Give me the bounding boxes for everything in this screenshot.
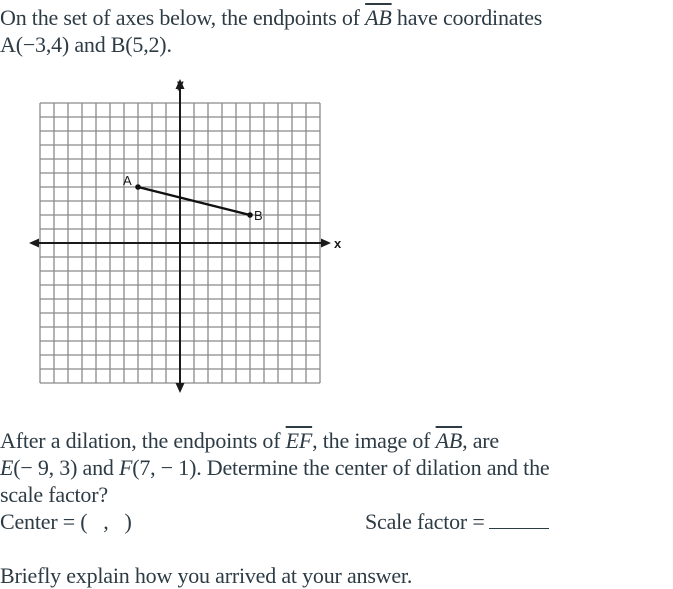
y-axis-down-arrow-icon <box>176 383 185 393</box>
y-axis <box>176 79 185 393</box>
dilation-text-mid: , the image of <box>312 428 436 453</box>
x-axis-label: x <box>334 236 342 251</box>
y-axis-label: y <box>177 77 184 91</box>
dilation-line-3: scale factor? <box>0 482 108 507</box>
dilation-line-2 <box>0 454 549 481</box>
scale-factor-label: Scale factor = <box>365 509 485 534</box>
segment-ab-ref: $\overline{AB}$ <box>435 428 463 453</box>
intro-text: On the set of axes below, the endpoints of <box>0 5 366 30</box>
segment-ef: $\overline{EF}$ <box>285 428 313 453</box>
center-answer-label: Center = ( , ) <box>0 509 132 534</box>
dilation-text: After a dilation, the endpoints of <box>0 428 286 453</box>
point-a-label: A <box>123 173 132 188</box>
scale-factor-blank <box>489 508 549 529</box>
and-text: and <box>77 455 119 480</box>
x-axis-right-arrow-icon <box>321 239 331 248</box>
point-f-coords: (7, − 1) <box>132 455 197 480</box>
dilation-line-1 <box>0 427 499 454</box>
intro-text-post: have coordinates <box>391 5 543 30</box>
point-e-label: E <box>0 455 14 480</box>
dilation-text-2: . Determine the center of dilation and the <box>196 455 550 480</box>
dilation-text-post: , are <box>462 428 499 453</box>
point-f-label: F <box>118 455 133 480</box>
explain-prompt: Briefly explain how you arrived at your answer. <box>0 563 413 588</box>
x-axis-left-arrow-icon <box>29 239 39 248</box>
segment-ab: $\overline{AB}$ <box>365 5 392 30</box>
scale-factor-row <box>365 508 549 535</box>
point-b-label: B <box>254 208 263 223</box>
intro-line-2: A(−3,4) and B(5,2). <box>0 32 172 57</box>
point-e-coords: (− 9, 3) <box>13 455 78 480</box>
